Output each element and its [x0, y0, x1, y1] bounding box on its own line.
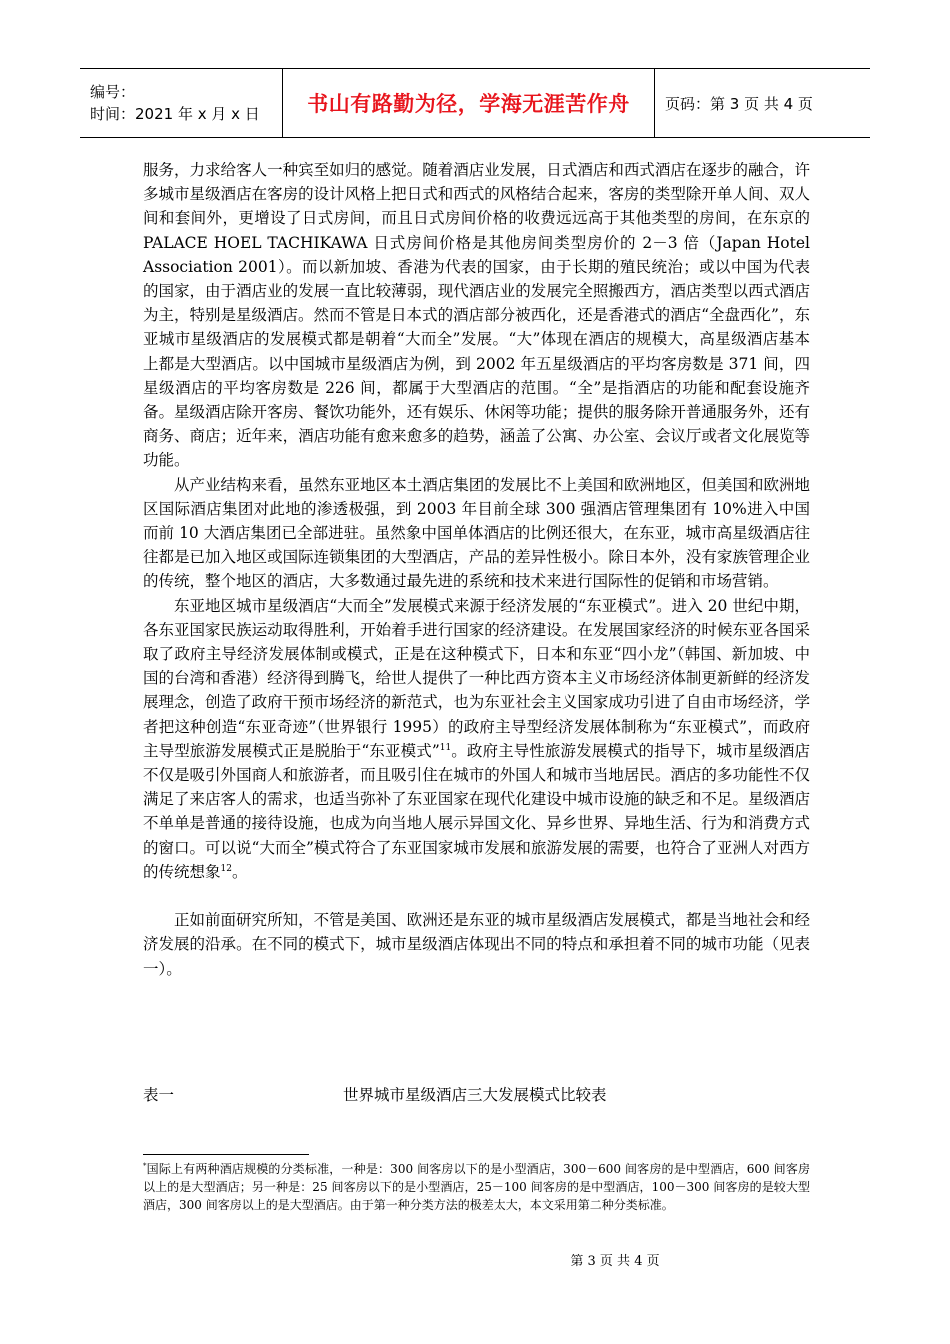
citation-11: 11: [439, 742, 452, 753]
footnote-mark: *: [143, 1162, 147, 1170]
footnote-text: 国际上有两种酒店规模的分类标准，一种是：300 间客房以下的是小型酒店，300－600 间客房的是中型酒店，600 间客房以上的是大型酒店；另一种是：25 间客房以下的是小型酒店，25－100 间客房的是中型酒店，100－300 间客房的是较大型酒店，300 间客房以上的是大型酒店。由于第一种分类方法的极差太大，本文采用第二种分类标准。: [143, 1162, 810, 1212]
citation-12: 12: [220, 863, 232, 874]
document-number-label: 编号：: [90, 83, 136, 101]
paragraph-3-text-b: 。政府主导性旅游发展模式的指导下，城市星级酒店不仅是吸引外国商人和旅游者，而且吸引住在城市的外国人和城市当地居民。酒店的多功能性不仅满足了来店客人的需求，也适当弥补了东亚国家在现代化建设中城市设施的缺乏和不足。星级酒店不单单是普通的接待设施，也成为向当地人展示异国文化、异乡世界、异地生活、行为和消费方式的窗口。可以说“大而全”模式符合了东亚国家城市发展和旅游发展的需要，也符合了亚洲人对西方的传统想象: [143, 741, 810, 881]
footnote: [143, 1160, 810, 1214]
header-meta: [80, 69, 283, 137]
page-number-label: 页码：第 3 页 共 4 页: [665, 94, 813, 113]
paragraph-1: 服务，力求给客人一种宾至如归的感觉。随着酒店业发展，日式酒店和西式酒店在逐步的融合，许多城市星级酒店在客房的设计风格上把日式和西式的风格结合起来，客房的类型除开单人间、双人间和套间外，更增设了日式房间，而且日式房间价格的收费远远高于其他类型的房间，在东京的 PALACE HOEL TACHIKAWA 日式房间价格是其他房间类型房价的 2－3 倍（Japan Hotel Association 2001）。而以新加坡、香港为代表的国家，由于长期的殖民统治；或以中国为代表的国家，由于酒店业的发展一直比较薄弱，现代酒店业的发展完全照搬西方，酒店类型以西式酒店为主，特别是星级酒店。然而不管是日本式的酒店部分被西化，还是香港式的酒店“全盘西化”，东亚城市星级酒店的发展模式都是朝着“大而全”发展。“大”体现在酒店的规模大，高星级酒店基本上都是大型酒店。以中国城市星级酒店为例，到 2002 年五星级酒店的平均客房数是 371 间，四星级酒店的平均客房数是 226 间，都属于大型酒店的范围。“全”是指酒店的功能和配套设施齐备。星级酒店除开客房、餐饮功能外，还有娱乐、休闲等功能；提供的服务除开普通服务外，还有商务、商店；近年来，酒店功能有愈来愈多的趋势，涵盖了公寓、办公室、会议厅或者文化展览等功能。: [143, 161, 810, 470]
paragraph-3: [143, 594, 810, 884]
document-body: [143, 158, 810, 981]
motto-text: 书山有路勤为径，学海无涯苦作舟: [307, 92, 630, 116]
page-header: [80, 68, 870, 138]
page-footer: [0, 1250, 950, 1269]
footnote-divider: [143, 1154, 309, 1155]
paragraph-4: 正如前面研究所知，不管是美国、欧洲还是东亚的城市星级酒店发展模式，都是当地社会和经济发展的沿承。在不同的模式下，城市星级酒店体现出不同的特点和承担着不同的城市功能（见表一）。: [143, 911, 810, 978]
paragraph-3-text-c: 。: [231, 862, 248, 881]
paragraph-2: 从产业结构来看，虽然东亚地区本土酒店集团的发展比不上美国和欧洲地区，但美国和欧洲地区国际酒店集团对此地的渗透极强，到 2003 年目前全球 300 强酒店管理集团有 10%进入中国而前 10 大酒店集团已全部进驻。虽然象中国单体酒店的比例还很大，在东亚，城市高星级酒店往往都是已加入地区或国际连锁集团的大型酒店，产品的差异性极小。除日本外，没有家族管理企业的传统，整个地区的酒店，大多数通过最先进的系统和技术来进行国际性的促销和市场营销。: [143, 475, 810, 591]
header-motto: [283, 69, 655, 137]
table-label: 表一: [143, 1086, 175, 1104]
table-title: 世界城市星级酒店三大发展模式比较表: [343, 1086, 607, 1104]
paragraph-3-text-a: 东亚地区城市星级酒店“大而全”发展模式来源于经济发展的“东亚模式”。进入 20 世纪中期，各东亚国家民族运动取得胜利，开始着手进行国家的经济建设。在发展国家经济的时候东亚各国采取了政府主导经济发展体制或模式，正是在这种模式下，日本和东亚“四小龙”（韩国、新加坡、中国的台湾和香港）经济得到腾飞，给世人提供了一种比西方资本主义市场经济体制更新鲜的经济发展理念，创造了政府干预市场经济的新范式，也为东亚社会主义国家成功引进了自由市场经济，学者把这种创造“东亚奇迹”（世界银行 1995）的政府主导型经济发展体制称为“东亚模式”，而政府主导型旅游发展模式正是脱胎于“东亚模式”: [143, 596, 810, 760]
header-page-info: [655, 69, 870, 137]
document-time-label: 时间：2021 年 x 月 x 日: [90, 105, 260, 123]
page-footer-text: 第 3 页 共 4 页: [570, 1254, 660, 1269]
